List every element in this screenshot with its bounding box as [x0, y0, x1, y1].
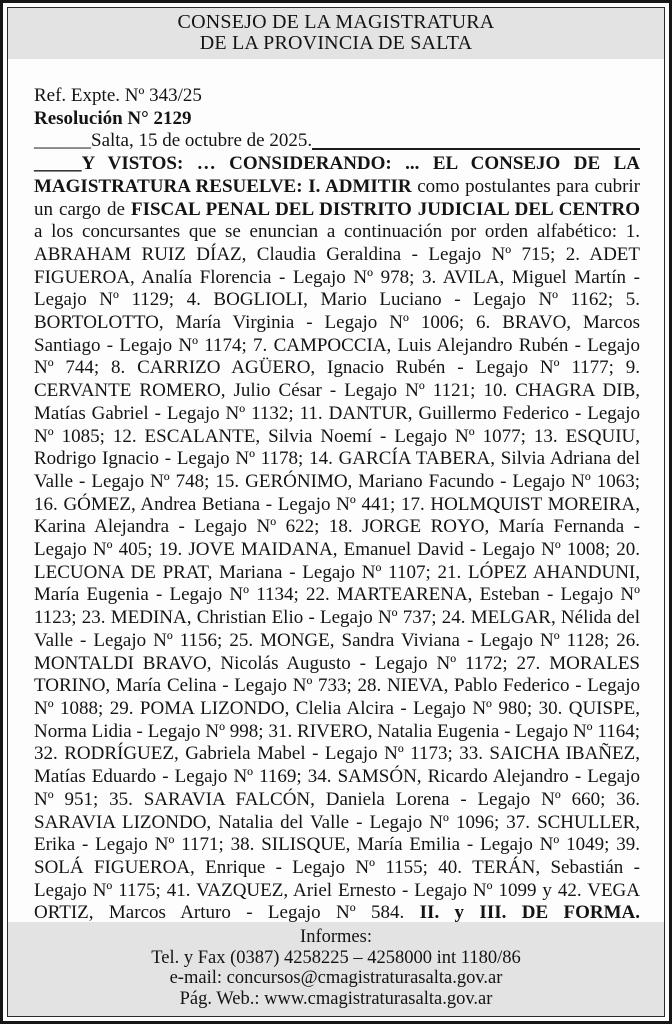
inner-frame — [7, 7, 665, 1017]
resolution-text-bold-run: FISCAL PENAL DEL DISTRITO JUDICIAL DEL CENTRO — [130, 198, 640, 220]
date-lead-underscores: ______ — [34, 130, 91, 152]
resolution-text-run: como postulantes para cubrir un cargo de — [34, 175, 641, 220]
footer-email: e-mail: concursos@cmagistraturasalta.gov.ar — [169, 968, 503, 988]
date-text: Salta, 15 de octubre de 2025. — [91, 130, 313, 152]
footer-website: Pág. Web.: www.cmagistraturasalta.gov.ar — [179, 988, 493, 1009]
resolution-text-run: a los concursantes que se enuncian a continuación por orden alfabético: 1. ABRAHAM RUIZ DÍAZ, Claudia Geraldina - Legajo Nº 715; 2. ADET FIGUEROA, Analía Florencia - Legajo Nº 978; 3. AVILA, Miguel Martín - Legajo Nº 1129; 4. BOGLIOLI, Mario Luciano - Legajo Nº 1162; 5. BORTOLOTTO, María Virginia - Legajo Nº 1006; 6. BRAVO, Marcos Santiago - Legajo Nº 1174; 7. CAMPOCCIA, Luis Alejandro Rubén - Legajo Nº 744; 8. CARRIZO AGÜERO, Ignacio Rubén - Legajo Nº 1177; 9. CERVANTE ROMERO, Julio César - Legajo Nº 1121; 10. CHAGRA DIB, Matías Gabriel - Legajo Nº 1132; 11. DANTUR, Guillermo Federico - Legajo Nº 1085; 12. ESCALANTE, Silvia Noemí - Legajo Nº 1077; 13. ESQUIU, Rodrigo Ignacio - Legajo Nº 1178; 14. GARCÍA TABERA, Silvia Adriana del Valle - Legajo Nº 748; 15. GERÓNIMO, Mariano Facundo - Legajo Nº 1063; 16. GÓMEZ, Andrea Betiana - Legajo Nº 441; 17. HOLMQUIST MOREIRA, Karina Alejandra - Legajo Nº 622; 18. JORGE ROYO, María Fernanda - Legajo Nº 405; 19. JOVE MAIDANA, Emanuel David - Legajo Nº 1008; 20. LECUONA DE PRAT, Mariana - Legajo Nº 1107; 21. LÓPEZ AHANDUNI, María Eugenia - Legajo Nº 1134; 22. MARTEARENA, Esteban - Legajo Nº 1123; 23. MEDINA, Christian Elio - Legajo Nº 737; 24. MELGAR, Nélida del Valle - Legajo Nº 1156; 25. MONGE, Sandra Viviana - Legajo Nº 1128; 26. MONTALDI BRAVO, Nicolás Augusto - Legajo Nº 1172; 27. MORALES TORINO, María Celina - Legajo Nº 733; 28. NIEVA, Pablo Federico - Legajo Nº 1088; 29. POMA LIZONDO, Clelia Alcira - Legajo Nº 980; 30. QUISPE, Norma Lidia - Legajo Nº 998; 31. RIVERO, Natalia Eugenia - Legajo Nº 1164; 32. RODRÍGUEZ, Gabriela Mabel - Legajo Nº 1173; 33. SAICHA IBAÑEZ, Matías Eduardo - Legajo Nº 1169; 34. SAMSÓN, Ricardo Alejandro - Legajo Nº 951; 35. SARAVIA FALCÓN, Daniela Lorena - Legajo Nº 660; 36. SARAVIA LIZONDO, Natalia del Valle - Legajo Nº 1096; 37. SCHULLER, Erika - Legajo Nº 1171; 38. SILISQUE, María Emilia - Legajo Nº 1049; 39. SOLÁ FIGUEROA, Enrique - Legajo Nº 1155; 40. TERÁN, Sebastián - Legajo Nº 1175; 41. VAZQUEZ, Ariel Ernesto - Legajo Nº 1099 y 42. VEGA ORTIZ, Marcos Arturo - Legajo Nº 584. — [34, 221, 640, 922]
resolution-number: Resolución N° 2129 — [34, 107, 192, 129]
document-body — [8, 59, 664, 922]
resolution-text — [34, 153, 640, 922]
ref-expediente: Ref. Expte. Nº 343/25 — [34, 85, 202, 106]
resolution-text-bold-run: _____Y VISTOS: … CONSIDERANDO: ... EL CONSEJO DE LA MAGISTRATURA RESUELVE: I. ADMITIR — [34, 153, 640, 197]
date-line — [34, 130, 640, 153]
date-underline-fill — [312, 130, 640, 150]
org-name-line1: CONSEJO DE LA MAGISTRATURA — [177, 11, 495, 33]
footer-phone-fax: Tel. y Fax (0387) 4258225 – 4258000 int 1180/86 — [151, 947, 521, 968]
footer-informes-label: Informes: — [300, 927, 372, 947]
resolution-text-bold-run: II. y III. DE FORMA. — [419, 902, 641, 922]
org-name-line2: DE LA PROVINCIA DE SALTA — [199, 32, 473, 54]
footer-band — [8, 922, 664, 1016]
header-band — [8, 8, 664, 59]
